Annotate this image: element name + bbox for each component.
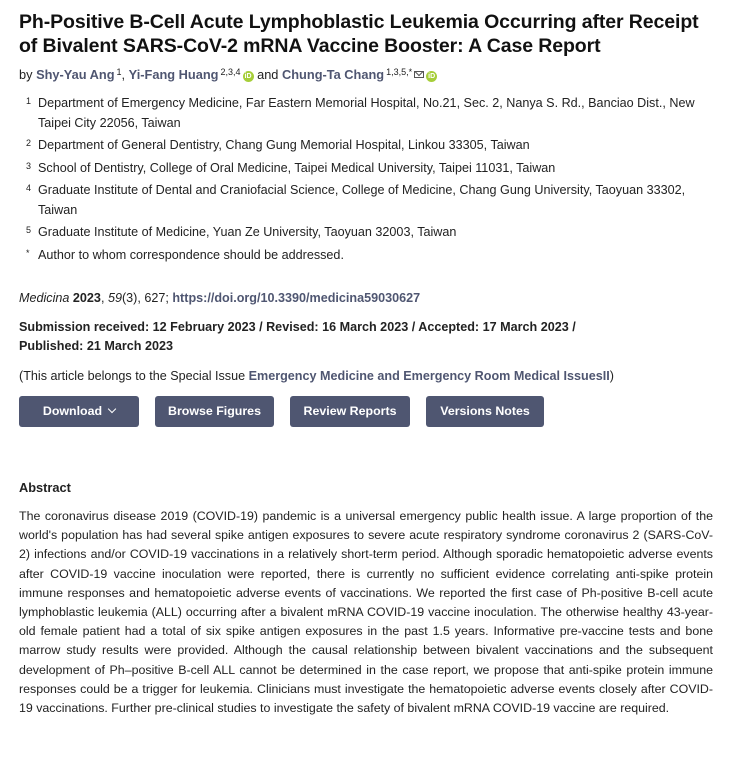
article-title: Ph-Positive B-Cell Acute Lymphoblastic Leukemia Occurring after Receipt of Bivalent SARS-CoV-2 mRNA Vaccine Booster: A Case Report	[19, 11, 699, 57]
affiliation-item	[19, 136, 713, 156]
citation-year: 2023	[72, 291, 101, 305]
special-issue-suffix: )	[609, 369, 614, 383]
browse-figures-button[interactable]: Browse Figures	[155, 396, 274, 427]
citation-issue-pages: (3), 627;	[121, 291, 169, 305]
special-issue-prefix: (This article belongs to the Special Issue	[19, 369, 249, 383]
affiliation-item	[19, 223, 713, 243]
affiliation-number: 2	[26, 138, 32, 148]
affiliation-text: Graduate Institute of Medicine, Yuan Ze University, Taoyuan 32003, Taiwan	[38, 225, 457, 239]
affiliation-text: Graduate Institute of Dental and Craniofacial Science, College of Medicine, Chang Gung University, Taoyuan 33302, Taiwan	[38, 183, 686, 217]
chevron-down-icon	[108, 405, 116, 413]
affiliation-text: School of Dentistry, College of Oral Medicine, Taipei Medical University, Taipei 11031, Taiwan	[38, 160, 556, 175]
affiliation-number: 1	[26, 96, 32, 106]
email-icon[interactable]	[414, 71, 424, 78]
action-buttons	[19, 396, 713, 427]
dates-block	[19, 318, 713, 356]
author-affil-sup: 1,3,5,*	[386, 67, 413, 77]
author-affil-sup: 2,3,4	[220, 67, 241, 77]
citation-volume: 59	[107, 291, 122, 305]
doi-link[interactable]: https://doi.org/10.3390/medicina59030627	[172, 291, 421, 305]
author-affil-sup: 1	[116, 67, 122, 77]
affiliation-item	[19, 94, 713, 133]
author-link-shy-yau-ang[interactable]: Shy-Yau Ang	[36, 67, 115, 82]
download-label: Download	[42, 404, 103, 418]
abstract-heading: Abstract	[19, 480, 71, 495]
review-reports-button[interactable]: Review Reports	[290, 396, 410, 427]
special-issue-note	[19, 367, 713, 385]
and-label: and	[257, 67, 279, 82]
author-link-yi-fang-huang[interactable]: Yi-Fang Huang	[128, 67, 219, 82]
affiliation-item	[19, 181, 713, 220]
journal-name: Medicina	[19, 291, 70, 305]
dates-line-1: Submission received: 12 February 2023 / Revised: 16 March 2023 / Accepted: 17 March 2023 /	[19, 320, 576, 334]
abstract-text: The coronavirus disease 2019 (COVID-19) pandemic is a universal emergency public health issue. A large proportion of the world's population has had several spike antigen exposures to severe acute respiratory syndrome coronavirus 2 (SARS-CoV-2) infections and/or COVID-19 vaccinations in a relatively short-term period. Although sporadic hematopoietic adverse events after COVID-19 vaccine inoculation were reported, there is currently no sufficient evidence correlating anti-spike protein immune responses and hematopoietic adverse events of vaccinations. We reported the first case of Ph-positive B-cell acute lymphoblastic leukemia (ALL) occurring after a bivalent mRNA COVID-19 vaccine inoculation. The otherwise healthy 43-year-old female patient had a total of six spike antigen exposures in the past 1.5 years. Informative pre-vaccine tests and bone marrow study results were provided. Although the causal relationship between bivalent vaccinations and the subsequent development of Ph–positive B-cell ALL cannot be determined in the case report, we propose that anti-spike protein immune responses could be a trigger for leukemia. Clinicians must investigate the hematopoietic adverse events closely after COVID-19 vaccinations. Further pre-clinical studies to investigate the safety of bivalent mRNA COVID-19 vaccine are required.	[19, 509, 713, 716]
affiliation-number: *	[26, 247, 30, 258]
affiliations-list	[19, 94, 713, 265]
download-button[interactable]	[19, 396, 139, 427]
orcid-icon[interactable]: iD	[428, 73, 436, 80]
affiliation-text: Department of Emergency Medicine, Far Eastern Memorial Hospital, No.21, Sec. 2, Nanya S. Rd., Banciao Dist., New Taipei City 22056, Taiwan	[38, 96, 695, 130]
orcid-icon[interactable]: iD	[244, 73, 252, 80]
author-link-chung-ta-chang[interactable]: Chung-Ta Chang	[282, 67, 385, 82]
by-label: by	[19, 67, 33, 82]
affiliation-number: 5	[26, 225, 32, 235]
affiliation-text: Author to whom correspondence should be addressed.	[38, 247, 344, 262]
versions-notes-button[interactable]: Versions Notes	[426, 396, 544, 427]
affiliation-item-correspondence	[19, 246, 713, 266]
affiliation-item	[19, 159, 713, 179]
author-line: by Shy-Yau Ang $^1$, Yi-Fang Huang $^{2,3,4}$ iD and Chung-Ta Chang $^{1,3,5,*}$ iD	[19, 67, 436, 82]
dates-line-2: Published: 21 March 2023	[19, 339, 173, 353]
affiliation-text: Department of General Dentistry, Chang Gung Memorial Hospital, Linkou 33305, Taiwan	[38, 138, 530, 152]
citation-line: Medicina 2023, 59(3), 627; https://doi.org/10.3390/medicina59030627	[19, 291, 421, 305]
special-issue-link[interactable]: Emergency Medicine and Emergency Room Medical IssuesII	[248, 369, 610, 383]
affiliation-number: 3	[26, 160, 32, 171]
affiliation-number: 4	[26, 183, 32, 193]
